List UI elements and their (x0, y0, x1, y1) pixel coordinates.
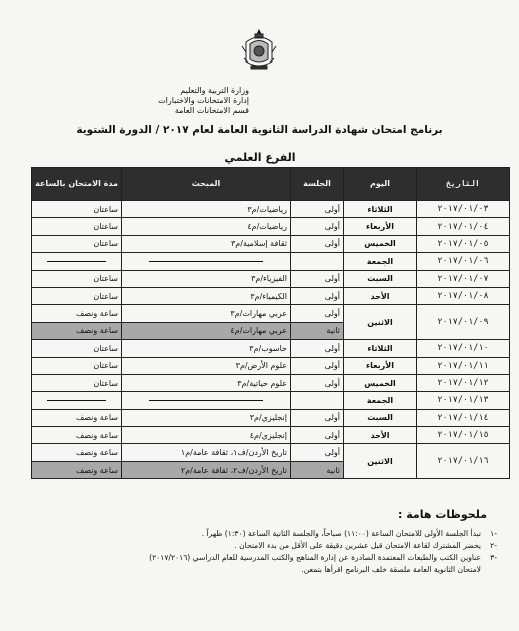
note-item (24, 552, 497, 564)
cell-duration-empty (32, 253, 122, 270)
note-item (24, 564, 497, 576)
ministry-line: قسم الامتحانات العامة (174, 106, 249, 115)
cell-subject: تاريخ الأردن/ف٢، ثقافة عامة/م٢ (122, 461, 291, 478)
cell-date: ٢٠١٧/٠١/٠٩ (417, 305, 510, 340)
branch-title: الفرع العلمي (224, 151, 296, 164)
cell-day: الاثنين (344, 444, 417, 479)
table-row (32, 427, 510, 444)
notes-title: ملحوظات هامة : (398, 508, 487, 521)
cell-duration-empty (32, 392, 122, 409)
notes-list (24, 528, 497, 576)
cell-date: ٢٠١٧/٠١/١٦ (417, 444, 510, 479)
cell-date: ٢٠١٧/٠١/٠٦ (417, 253, 510, 270)
empty-dash (149, 261, 262, 262)
note-text: عناوين الكتب والطبعات المعتمدة الصادرة عن إدارة المناهج والكتب المدرسية للعام الدراسي (٢٠١٧/٢٠١٦) (149, 553, 481, 562)
note-item (24, 540, 497, 552)
table-row (32, 357, 510, 374)
cell-day: الاثنين (344, 305, 417, 340)
cell-day: الخميس (344, 374, 417, 391)
cell-subject: علوم حياتية/م٣ (122, 374, 291, 391)
cell-duration: ساعتان (32, 374, 122, 391)
header-session: الجلسة (291, 168, 344, 201)
cell-session: أولى (291, 287, 344, 304)
cell-duration: ساعتان (32, 201, 122, 218)
cell-day: الخميس (344, 235, 417, 252)
ministry-line: وزارة التربية والتعليم (180, 86, 249, 95)
cell-day: الأحد (344, 427, 417, 444)
empty-dash (47, 261, 105, 262)
cell-subject: رياضيات/م٤ (122, 218, 291, 235)
cell-subject: علوم الأرض/م٣ (122, 357, 291, 374)
cell-subject: الفيزياء/م٣ (122, 270, 291, 287)
cell-date: ٢٠١٧/٠١/٠٣ (417, 201, 510, 218)
cell-duration: ساعتان (32, 270, 122, 287)
cell-session: أولى (291, 305, 344, 322)
cell-subject: عربي مهارات/م٤ (122, 322, 291, 339)
cell-subject: إنجليزي/م٣ (122, 409, 291, 426)
cell-day: الأربعاء (344, 357, 417, 374)
cell-date: ٢٠١٧/٠١/١٣ (417, 392, 510, 409)
cell-date: ٢٠١٧/٠١/١٤ (417, 409, 510, 426)
cell-session: أولى (291, 427, 344, 444)
table-row (32, 287, 510, 304)
note-text: تبدأ الجلسة الأولى للامتحان الساعة (١١:٠٠) صباحاً، والجلسة الثانية الساعة (١:٣٠) ظهراً . (201, 529, 481, 538)
cell-session: أولى (291, 201, 344, 218)
empty-dash (47, 400, 105, 401)
cell-date: ٢٠١٧/٠١/٠٨ (417, 287, 510, 304)
cell-date: ٢٠١٧/٠١/٠٥ (417, 235, 510, 252)
note-number: -٢ (490, 541, 497, 550)
header-duration: مدة الامتحان بالساعة (32, 168, 122, 201)
jordan-emblem-icon (238, 28, 280, 72)
program-title: برنامج امتحان شهادة الدراسة الثانوية العامة لعام ٢٠١٧ / الدورة الشتوية (76, 124, 443, 136)
cell-subject-empty (122, 253, 291, 270)
cell-session: أولى (291, 235, 344, 252)
cell-date: ٢٠١٧/٠١/١٠ (417, 340, 510, 357)
ministry-line: إدارة الامتحانات والاختبارات (158, 96, 249, 105)
cell-session: أولى (291, 340, 344, 357)
cell-date: ٢٠١٧/٠١/١٢ (417, 374, 510, 391)
cell-subject: عربي مهارات/م٣ (122, 305, 291, 322)
table-row (32, 392, 510, 409)
table-row (32, 270, 510, 287)
cell-session: أولى (291, 270, 344, 287)
cell-subject: رياضيات/م٣ (122, 201, 291, 218)
note-text: لامتحان الثانوية العامة ملصقة خلف البرنامج اقرأها بتمعن. (301, 565, 481, 574)
cell-session: أولى (291, 444, 344, 461)
cell-day: الثلاثاء (344, 340, 417, 357)
cell-session: ثانية (291, 322, 344, 339)
cell-day: السبت (344, 409, 417, 426)
cell-session: أولى (291, 357, 344, 374)
exam-schedule-table (31, 167, 510, 479)
ministry-header (49, 86, 249, 116)
cell-day: الأحد (344, 287, 417, 304)
cell-duration: ساعتان (32, 287, 122, 304)
header-date: التاريخ (417, 168, 510, 201)
cell-date: ٢٠١٧/٠١/١١ (417, 357, 510, 374)
table-row (32, 409, 510, 426)
cell-duration: ساعة ونصف (32, 444, 122, 461)
cell-day: الثلاثاء (344, 201, 417, 218)
note-number: -١ (490, 529, 497, 538)
cell-duration: ساعة ونصف (32, 427, 122, 444)
cell-session: أولى (291, 218, 344, 235)
cell-date: ٢٠١٧/٠١/١٥ (417, 427, 510, 444)
empty-dash (149, 400, 262, 401)
table-row (32, 305, 510, 322)
cell-session (291, 392, 344, 409)
table-row (32, 235, 510, 252)
cell-subject: تاريخ الأردن/ف١، ثقافة عامة/م١ (122, 444, 291, 461)
cell-duration: ساعة ونصف (32, 305, 122, 322)
header-subject: المبحث (122, 168, 291, 201)
cell-duration: ساعتان (32, 218, 122, 235)
cell-duration: ساعتان (32, 340, 122, 357)
table-row (32, 201, 510, 218)
cell-duration: ساعة ونصف (32, 322, 122, 339)
table-row (32, 253, 510, 270)
cell-subject: إنجليزي/م٤ (122, 427, 291, 444)
cell-subject: الكيمياء/م٣ (122, 287, 291, 304)
table-row (32, 218, 510, 235)
cell-duration: ساعتان (32, 235, 122, 252)
cell-day: السبت (344, 270, 417, 287)
cell-session: أولى (291, 409, 344, 426)
cell-subject: حاسوب/م٣ (122, 340, 291, 357)
cell-duration: ساعة ونصف (32, 461, 122, 478)
table-header-row (32, 168, 510, 201)
table-row (32, 444, 510, 461)
cell-subject: ثقافة إسلامية/م٣ (122, 235, 291, 252)
note-item (24, 528, 497, 540)
cell-day: الأربعاء (344, 218, 417, 235)
cell-duration: ساعتان (32, 357, 122, 374)
cell-date: ٢٠١٧/٠١/٠٧ (417, 270, 510, 287)
cell-session: ثانية (291, 461, 344, 478)
cell-day: الجمعة (344, 392, 417, 409)
cell-duration: ساعة ونصف (32, 409, 122, 426)
table-row (32, 340, 510, 357)
cell-session: أولى (291, 374, 344, 391)
cell-day: الجمعة (344, 253, 417, 270)
note-text: يحضر المشترك لقاعة الامتحان قبل عشرين دقيقة على الأقل من بدء الامتحان . (234, 541, 481, 550)
note-number: -٣ (490, 553, 497, 562)
header-day: اليوم (344, 168, 417, 201)
table-row (32, 374, 510, 391)
cell-session (291, 253, 344, 270)
cell-subject-empty (122, 392, 291, 409)
cell-date: ٢٠١٧/٠١/٠٤ (417, 218, 510, 235)
